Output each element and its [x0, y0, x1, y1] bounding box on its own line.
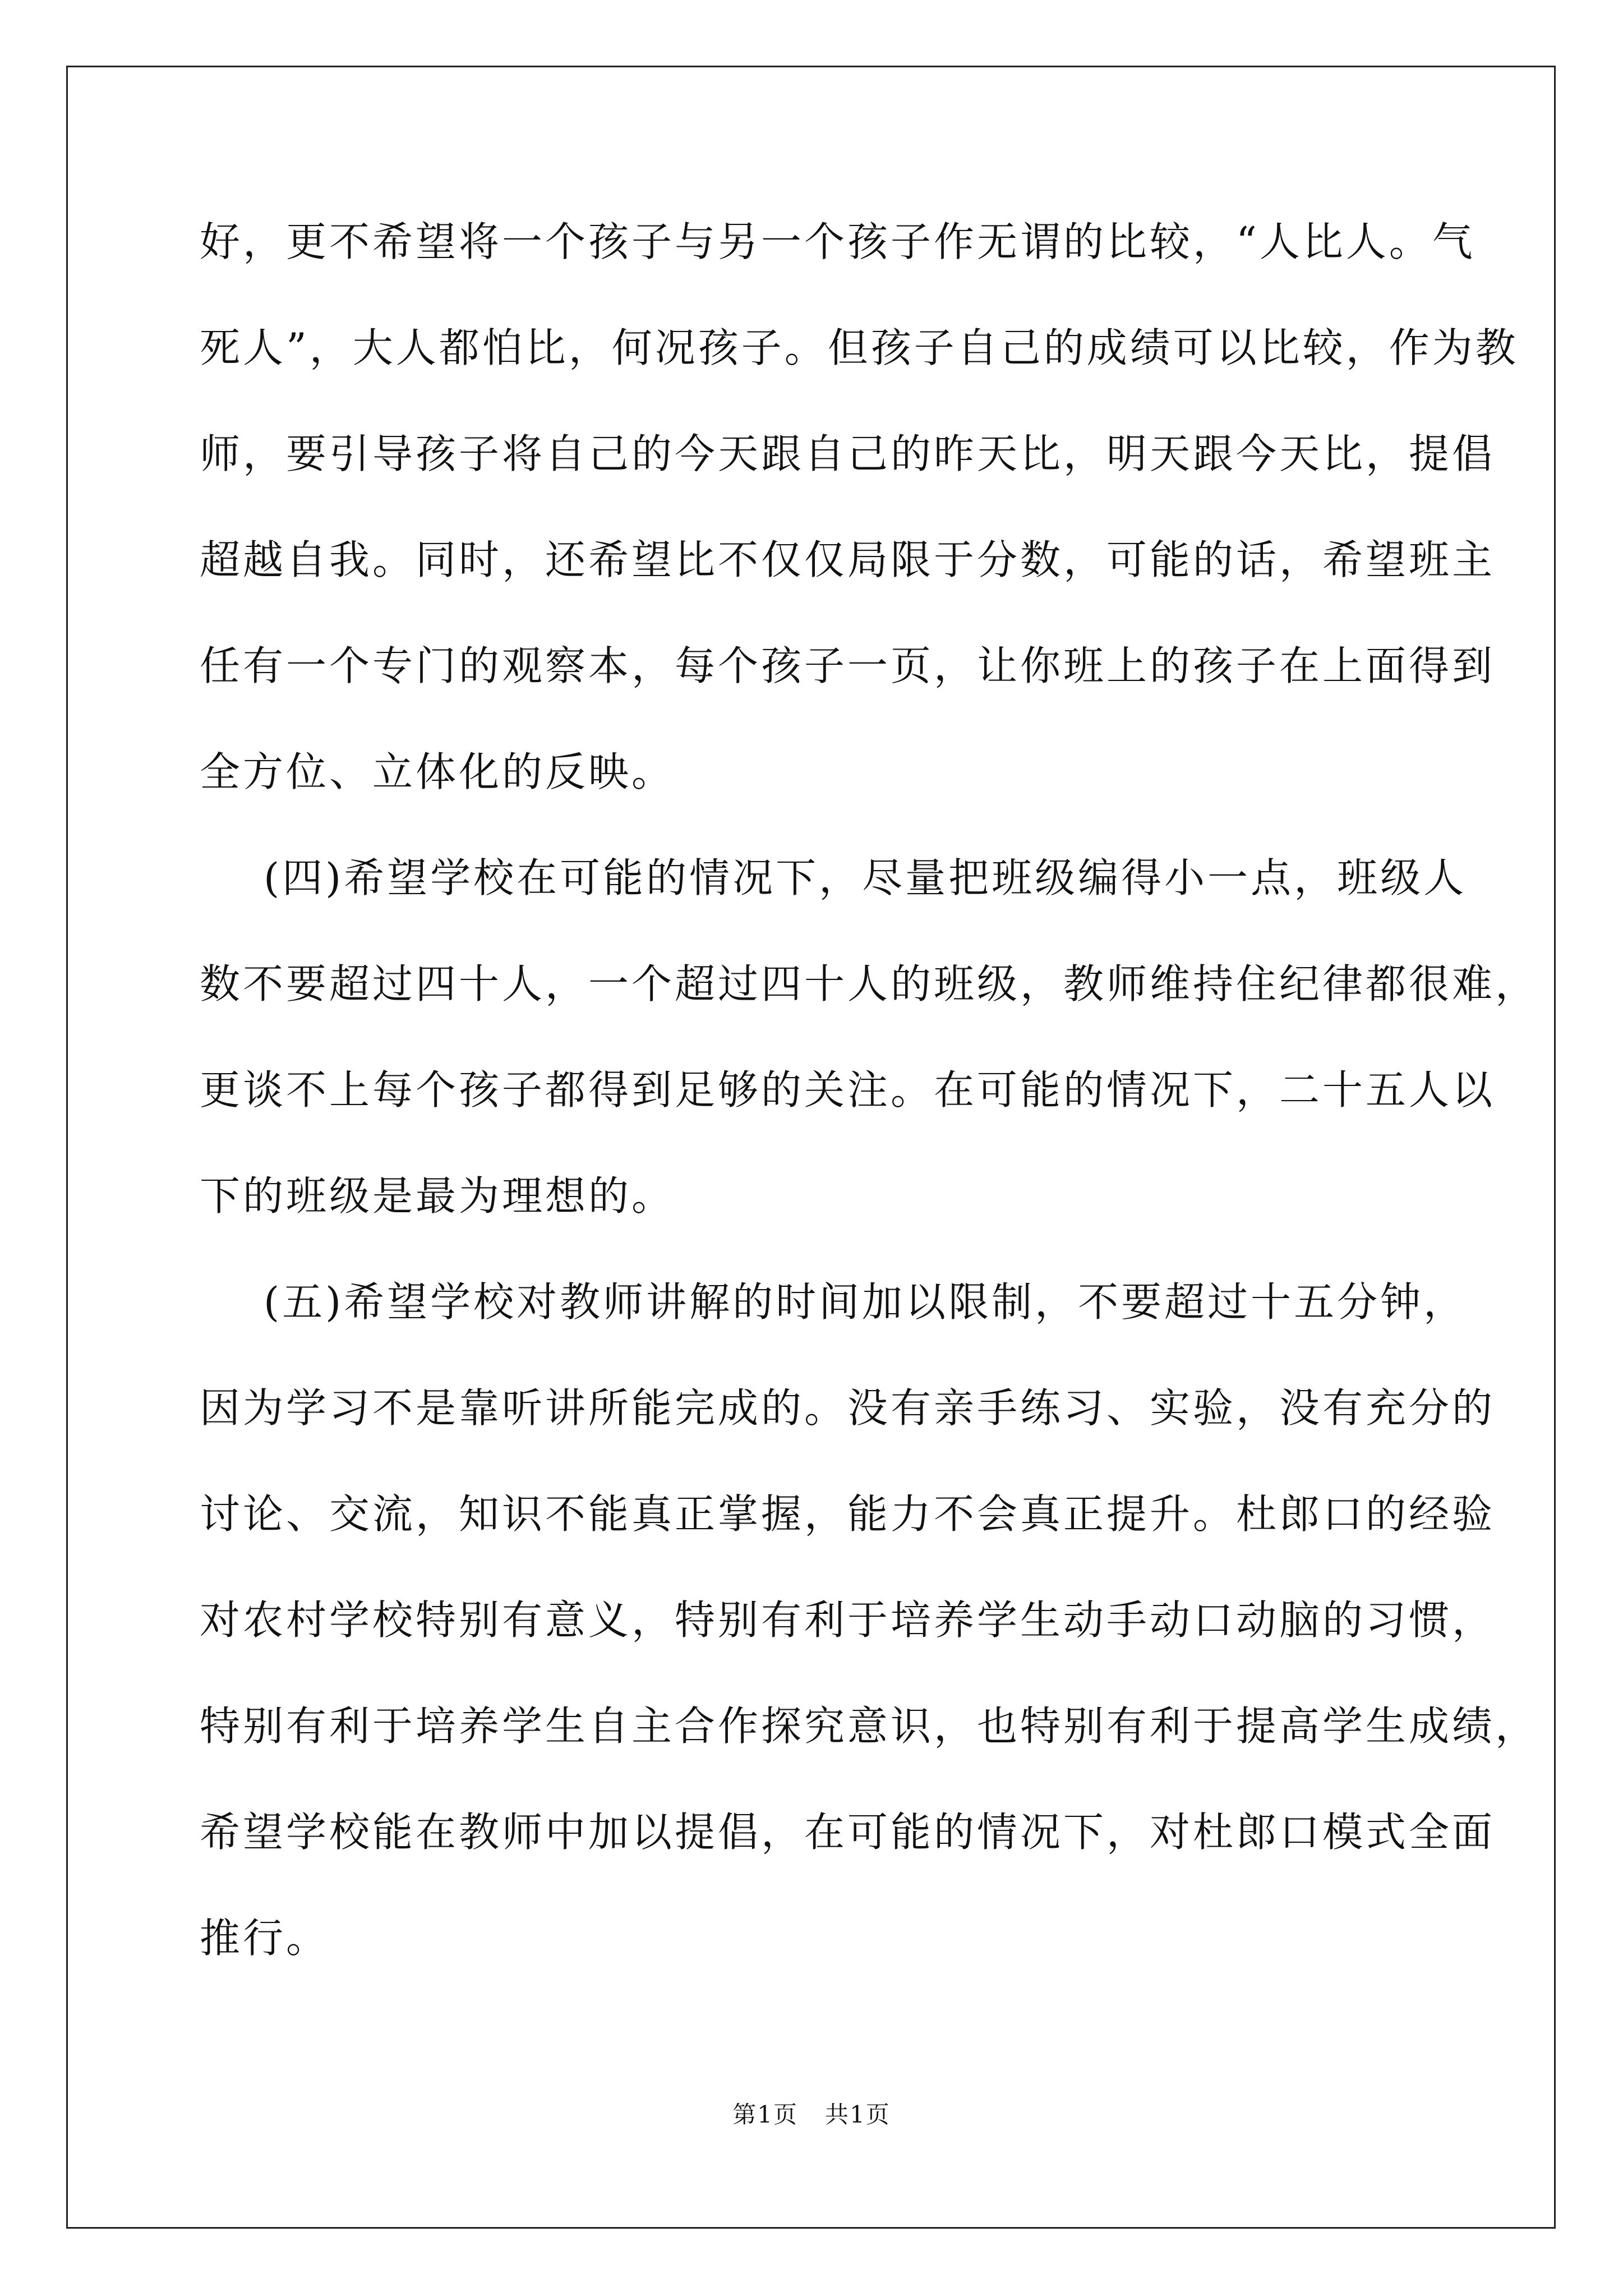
- page-footer: [0, 2099, 1623, 2131]
- page-total: 共1页: [825, 2101, 891, 2128]
- text-line: 超越自我。同时，还希望比不仅仅局限于分数，可能的话，希望班主: [200, 536, 1496, 583]
- text-line: 好，更不希望将一个孩子与另一个孩子作无谓的比较，“人比人。气: [200, 218, 1476, 265]
- text-line: 推行。: [200, 1915, 330, 1962]
- text-line: 全方位、立体化的反映。: [200, 748, 675, 795]
- text-line: 特别有利于培养学生自主合作探究意识，也特别有利于提高学生成绩，: [200, 1703, 1539, 1750]
- text-line: 更谈不上每个孩子都得到足够的关注。在可能的情况下，二十五人以: [200, 1066, 1496, 1114]
- text-line: 下的班级是最为理想的。: [200, 1172, 675, 1220]
- page-border: [66, 66, 1556, 2229]
- page-number: 第1页: [732, 2101, 798, 2128]
- text-line: 数不要超过四十人，一个超过四十人的班级，教师维持住纪律都很难，: [200, 960, 1539, 1007]
- text-line: 任有一个专门的观察本，每个孩子一页，让你班上的孩子在上面得到: [200, 642, 1496, 689]
- text-line: (四)希望学校在可能的情况下，尽量把班级编得小一点，班级人: [264, 854, 1467, 901]
- text-line: 对农村学校特别有意义，特别有利于培养学生动手动口动脑的习惯，: [200, 1596, 1496, 1644]
- text-line: 师，要引导孩子将自己的今天跟自己的昨天比，明天跟今天比，提倡: [200, 430, 1496, 477]
- text-line: 因为学习不是靠听讲所能完成的。没有亲手练习、实验，没有充分的: [200, 1384, 1496, 1432]
- text-line: 死人”，大人都怕比，何况孩子。但孩子自己的成绩可以比较，作为教: [200, 324, 1519, 371]
- text-line: (五)希望学校对教师讲解的时间加以限制，不要超过十五分钟，: [264, 1278, 1467, 1326]
- text-line: 希望学校能在教师中加以提倡，在可能的情况下，对杜郎口模式全面: [200, 1809, 1496, 1856]
- text-line: 讨论、交流，知识不能真正掌握，能力不会真正提升。杜郎口的经验: [200, 1490, 1496, 1538]
